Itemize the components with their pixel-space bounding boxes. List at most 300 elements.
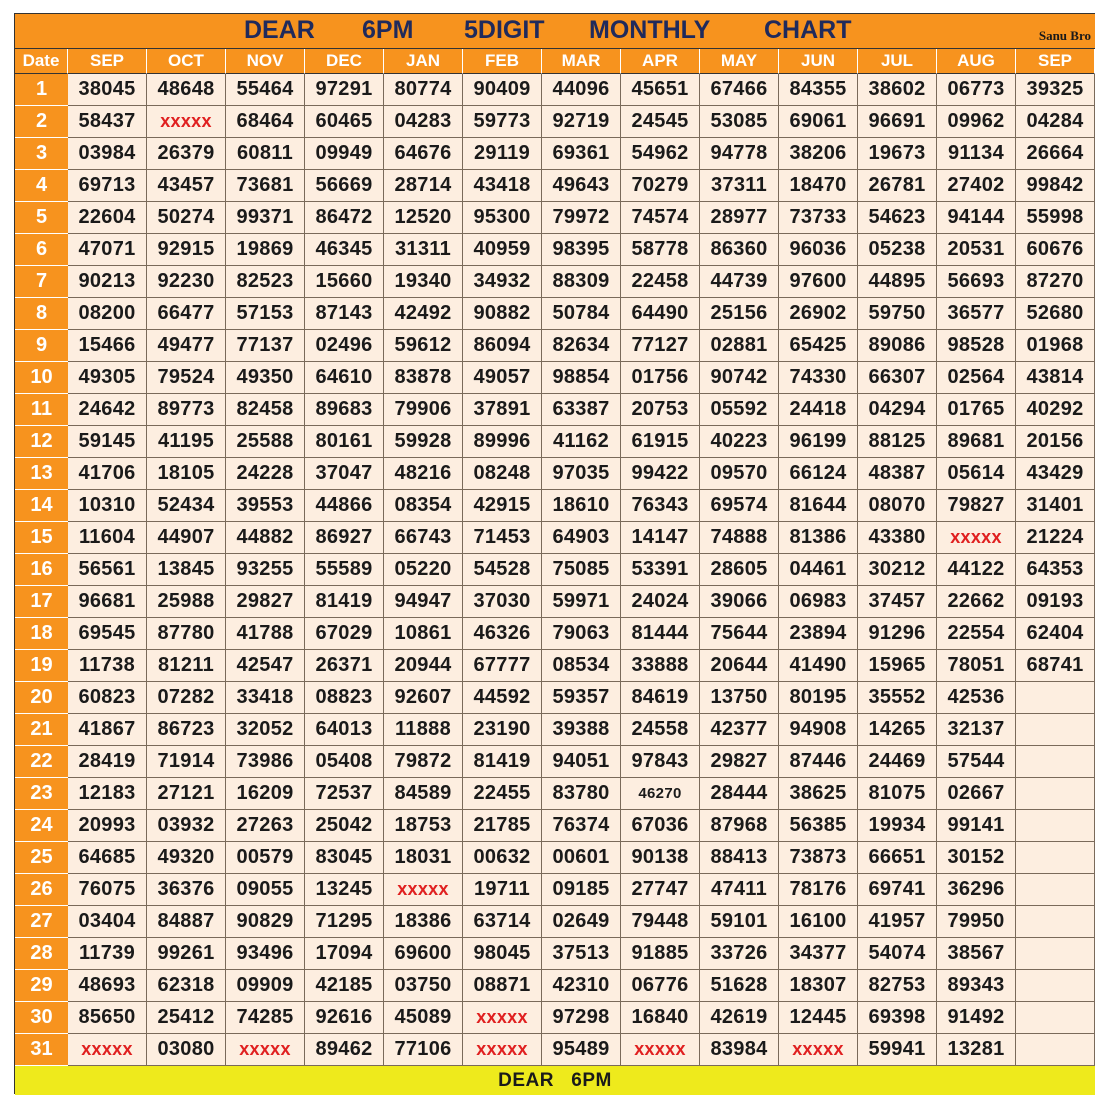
result-cell: 09909 (226, 970, 305, 1002)
result-cell: 86927 (305, 522, 384, 554)
result-cell: 62404 (1016, 618, 1095, 650)
result-cell: 33726 (700, 938, 779, 970)
date-cell: 18 (15, 618, 68, 650)
result-cell: 43457 (147, 170, 226, 202)
result-cell: 22455 (463, 778, 542, 810)
result-cell: 25156 (700, 298, 779, 330)
result-cell: 00601 (542, 842, 621, 874)
result-cell: 59773 (463, 106, 542, 138)
result-cell: 67036 (621, 810, 700, 842)
result-cell: 64676 (384, 138, 463, 170)
result-cell: 48387 (858, 458, 937, 490)
date-cell: 5 (15, 202, 68, 234)
result-cell: 41957 (858, 906, 937, 938)
result-cell: 53391 (621, 554, 700, 586)
result-cell: 25988 (147, 586, 226, 618)
result-cell: 39388 (542, 714, 621, 746)
result-cell: 94778 (700, 138, 779, 170)
result-cell: 29827 (700, 746, 779, 778)
result-cell: 39066 (700, 586, 779, 618)
date-cell: 21 (15, 714, 68, 746)
result-cell: 74574 (621, 202, 700, 234)
result-cell: 09962 (937, 106, 1016, 138)
result-cell (1016, 906, 1095, 938)
result-cell: 20753 (621, 394, 700, 426)
result-cell: 50784 (542, 298, 621, 330)
result-cell: 36296 (937, 874, 1016, 906)
result-cell: 97298 (542, 1002, 621, 1034)
result-cell: 76374 (542, 810, 621, 842)
result-cell: 96691 (858, 106, 937, 138)
result-cell: 11738 (68, 650, 147, 682)
result-cell: 95300 (463, 202, 542, 234)
missing-result-cell: xxxxx (226, 1034, 305, 1066)
result-cell: 42619 (700, 1002, 779, 1034)
result-cell: 87270 (1016, 266, 1095, 298)
result-cell: 68464 (226, 106, 305, 138)
result-cell: 49643 (542, 170, 621, 202)
result-cell: 02496 (305, 330, 384, 362)
result-cell: 82634 (542, 330, 621, 362)
column-header-month: JUN (779, 49, 858, 74)
result-cell: 29827 (226, 586, 305, 618)
result-cell: 87143 (305, 298, 384, 330)
result-cell: 09185 (542, 874, 621, 906)
result-cell: 69741 (858, 874, 937, 906)
result-cell: 58437 (68, 106, 147, 138)
result-cell: 34377 (779, 938, 858, 970)
result-cell: 19340 (384, 266, 463, 298)
result-cell: 20993 (68, 810, 147, 842)
result-cell: 52680 (1016, 298, 1095, 330)
result-cell: 69574 (700, 490, 779, 522)
date-cell: 20 (15, 682, 68, 714)
result-cell: 69398 (858, 1002, 937, 1034)
result-cell: 24558 (621, 714, 700, 746)
column-header-month: MAR (542, 49, 621, 74)
result-cell: 68741 (1016, 650, 1095, 682)
missing-result-cell: xxxxx (937, 522, 1016, 554)
result-cell: 89773 (147, 394, 226, 426)
result-cell: 06776 (621, 970, 700, 1002)
date-cell: 2 (15, 106, 68, 138)
result-cell: 60823 (68, 682, 147, 714)
result-cell: 43814 (1016, 362, 1095, 394)
result-cell: 73873 (779, 842, 858, 874)
result-cell: 91134 (937, 138, 1016, 170)
date-cell: 23 (15, 778, 68, 810)
result-cell: 59941 (858, 1034, 937, 1066)
missing-result-cell: xxxxx (463, 1002, 542, 1034)
result-cell: 35552 (858, 682, 937, 714)
result-cell: 24228 (226, 458, 305, 490)
result-cell: 29119 (463, 138, 542, 170)
result-cell: 90213 (68, 266, 147, 298)
result-cell: 90409 (463, 74, 542, 106)
result-cell: 26379 (147, 138, 226, 170)
result-cell: 86723 (147, 714, 226, 746)
result-cell: 51628 (700, 970, 779, 1002)
result-cell: 89462 (305, 1034, 384, 1066)
result-cell: 63714 (463, 906, 542, 938)
result-cell: 87446 (779, 746, 858, 778)
result-cell: 81444 (621, 618, 700, 650)
result-cell: 61915 (621, 426, 700, 458)
result-cell: 01968 (1016, 330, 1095, 362)
result-cell: 99422 (621, 458, 700, 490)
result-cell: 66743 (384, 522, 463, 554)
result-cell: 77127 (621, 330, 700, 362)
result-cell: 25412 (147, 1002, 226, 1034)
date-cell: 22 (15, 746, 68, 778)
result-cell: 74285 (226, 1002, 305, 1034)
result-cell: 28977 (700, 202, 779, 234)
date-cell: 15 (15, 522, 68, 554)
result-cell: 59145 (68, 426, 147, 458)
result-cell: 50274 (147, 202, 226, 234)
result-cell: 39325 (1016, 74, 1095, 106)
result-cell: 73986 (226, 746, 305, 778)
result-cell: 07282 (147, 682, 226, 714)
result-cell: 14147 (621, 522, 700, 554)
result-cell: 44907 (147, 522, 226, 554)
column-header-month: MAY (700, 49, 779, 74)
result-cell: 42185 (305, 970, 384, 1002)
result-cell: 54962 (621, 138, 700, 170)
result-cell: 67777 (463, 650, 542, 682)
missing-result-cell: xxxxx (147, 106, 226, 138)
result-cell: 99842 (1016, 170, 1095, 202)
result-cell: 30212 (858, 554, 937, 586)
date-cell: 25 (15, 842, 68, 874)
result-cell: 22554 (937, 618, 1016, 650)
result-cell (1016, 810, 1095, 842)
result-cell: 03404 (68, 906, 147, 938)
result-cell: 73733 (779, 202, 858, 234)
result-cell: 03750 (384, 970, 463, 1002)
result-cell: 44592 (463, 682, 542, 714)
result-cell: 79872 (384, 746, 463, 778)
result-cell: 71295 (305, 906, 384, 938)
result-cell: 49305 (68, 362, 147, 394)
result-cell: 38602 (858, 74, 937, 106)
result-cell: 03984 (68, 138, 147, 170)
result-cell: 88309 (542, 266, 621, 298)
missing-result-cell: xxxxx (779, 1034, 858, 1066)
result-cell: 42915 (463, 490, 542, 522)
title-word-6pm: 6PM (362, 16, 414, 44)
result-cell: 24024 (621, 586, 700, 618)
date-cell: 30 (15, 1002, 68, 1034)
result-cell: 72537 (305, 778, 384, 810)
result-cell: 40292 (1016, 394, 1095, 426)
result-cell: 90882 (463, 298, 542, 330)
result-cell: 09949 (305, 138, 384, 170)
result-cell: 08354 (384, 490, 463, 522)
result-cell: 80195 (779, 682, 858, 714)
result-cell: 10861 (384, 618, 463, 650)
result-cell: 69600 (384, 938, 463, 970)
result-cell: 90829 (226, 906, 305, 938)
result-cell: 11604 (68, 522, 147, 554)
date-cell: 7 (15, 266, 68, 298)
result-cell: 58778 (621, 234, 700, 266)
date-cell: 3 (15, 138, 68, 170)
column-header-month: FEB (463, 49, 542, 74)
result-cell: 44739 (700, 266, 779, 298)
result-cell: 66307 (858, 362, 937, 394)
result-cell: 04283 (384, 106, 463, 138)
result-cell: 20531 (937, 234, 1016, 266)
result-cell (1016, 874, 1095, 906)
result-cell: 15965 (858, 650, 937, 682)
result-cell: 38206 (779, 138, 858, 170)
result-cell: 99141 (937, 810, 1016, 842)
result-cell: 20944 (384, 650, 463, 682)
result-cell: 86360 (700, 234, 779, 266)
column-header-month: OCT (147, 49, 226, 74)
result-cell: 89996 (463, 426, 542, 458)
result-cell: 81386 (779, 522, 858, 554)
result-cell: 85650 (68, 1002, 147, 1034)
missing-result-cell: xxxxx (463, 1034, 542, 1066)
result-cell: 64490 (621, 298, 700, 330)
result-cell: 59971 (542, 586, 621, 618)
result-cell: 88413 (700, 842, 779, 874)
result-cell: 47071 (68, 234, 147, 266)
result-cell: 64685 (68, 842, 147, 874)
result-cell: 16840 (621, 1002, 700, 1034)
result-cell: 11888 (384, 714, 463, 746)
result-cell (1016, 938, 1095, 970)
result-cell: 04461 (779, 554, 858, 586)
column-header-month: NOV (226, 49, 305, 74)
result-cell: 99371 (226, 202, 305, 234)
result-cell: 08070 (858, 490, 937, 522)
result-cell: 80774 (384, 74, 463, 106)
result-cell: 92616 (305, 1002, 384, 1034)
result-cell: 31401 (1016, 490, 1095, 522)
result-cell: 05408 (305, 746, 384, 778)
result-cell: 09570 (700, 458, 779, 490)
result-cell: 56669 (305, 170, 384, 202)
result-cell: 38045 (68, 74, 147, 106)
result-cell: 60465 (305, 106, 384, 138)
title-word-chart: CHART (764, 16, 852, 44)
result-cell: 27121 (147, 778, 226, 810)
result-cell: 69361 (542, 138, 621, 170)
result-cell: 14265 (858, 714, 937, 746)
result-cell: 95489 (542, 1034, 621, 1066)
result-cell: 54528 (463, 554, 542, 586)
result-cell: 05614 (937, 458, 1016, 490)
result-cell: 26902 (779, 298, 858, 330)
result-cell: 79950 (937, 906, 1016, 938)
result-cell: 89681 (937, 426, 1016, 458)
result-cell: 02667 (937, 778, 1016, 810)
result-cell: 06983 (779, 586, 858, 618)
result-cell: 79906 (384, 394, 463, 426)
date-cell: 26 (15, 874, 68, 906)
result-cell: 26664 (1016, 138, 1095, 170)
result-cell: 05592 (700, 394, 779, 426)
result-cell: 75644 (700, 618, 779, 650)
result-cell: 69713 (68, 170, 147, 202)
result-cell: 94051 (542, 746, 621, 778)
result-cell: 49057 (463, 362, 542, 394)
result-cell: 45089 (384, 1002, 463, 1034)
result-cell: 91492 (937, 1002, 1016, 1034)
result-cell (1016, 970, 1095, 1002)
result-cell: 62318 (147, 970, 226, 1002)
result-cell: 88125 (858, 426, 937, 458)
result-cell: 64353 (1016, 554, 1095, 586)
result-cell: 09055 (226, 874, 305, 906)
result-cell: 28419 (68, 746, 147, 778)
result-cell: 74330 (779, 362, 858, 394)
result-cell: 98854 (542, 362, 621, 394)
result-cell: 77137 (226, 330, 305, 362)
result-cell (1016, 714, 1095, 746)
result-cell: 64610 (305, 362, 384, 394)
result-cell: 46345 (305, 234, 384, 266)
result-cell: 44882 (226, 522, 305, 554)
result-cell: 83878 (384, 362, 463, 394)
result-cell: 70279 (621, 170, 700, 202)
date-cell: 29 (15, 970, 68, 1002)
result-cell: 44866 (305, 490, 384, 522)
result-cell: 42310 (542, 970, 621, 1002)
result-cell: 18610 (542, 490, 621, 522)
result-cell: 24418 (779, 394, 858, 426)
result-cell: 19711 (463, 874, 542, 906)
result-cell: 94908 (779, 714, 858, 746)
result-cell (1016, 1034, 1095, 1066)
monthly-chart-table (14, 13, 1095, 1094)
result-cell: 97843 (621, 746, 700, 778)
result-cell: 20156 (1016, 426, 1095, 458)
result-cell: 55464 (226, 74, 305, 106)
result-cell: 15660 (305, 266, 384, 298)
result-cell: 84589 (384, 778, 463, 810)
column-header-month: JAN (384, 49, 463, 74)
result-cell: 66651 (858, 842, 937, 874)
result-cell: 79448 (621, 906, 700, 938)
result-cell: 92230 (147, 266, 226, 298)
result-cell: 49350 (226, 362, 305, 394)
result-cell: 90742 (700, 362, 779, 394)
result-cell: 06773 (937, 74, 1016, 106)
result-cell: 90138 (621, 842, 700, 874)
date-cell: 6 (15, 234, 68, 266)
result-cell: 01756 (621, 362, 700, 394)
result-cell: 37457 (858, 586, 937, 618)
result-cell: 80161 (305, 426, 384, 458)
result-cell: 36577 (937, 298, 1016, 330)
result-cell: 79827 (937, 490, 1016, 522)
result-cell: 53085 (700, 106, 779, 138)
result-cell: 41490 (779, 650, 858, 682)
result-cell: 66124 (779, 458, 858, 490)
result-cell: 17094 (305, 938, 384, 970)
result-cell: 65425 (779, 330, 858, 362)
result-cell: 08248 (463, 458, 542, 490)
result-cell: 21785 (463, 810, 542, 842)
brand-label: Sanu Bro (1038, 28, 1091, 43)
result-cell: 49320 (147, 842, 226, 874)
result-cell: 60811 (226, 138, 305, 170)
result-cell (1016, 682, 1095, 714)
date-cell: 9 (15, 330, 68, 362)
result-cell: 46326 (463, 618, 542, 650)
result-cell: 13845 (147, 554, 226, 586)
result-cell: 47411 (700, 874, 779, 906)
result-cell: 40959 (463, 234, 542, 266)
result-cell: 79972 (542, 202, 621, 234)
result-cell: 64903 (542, 522, 621, 554)
result-cell: 56561 (68, 554, 147, 586)
result-cell: 18753 (384, 810, 463, 842)
result-cell: 97600 (779, 266, 858, 298)
date-cell: 19 (15, 650, 68, 682)
result-cell: 10310 (68, 490, 147, 522)
result-cell: 19934 (858, 810, 937, 842)
result-cell: 49477 (147, 330, 226, 362)
result-cell: 27263 (226, 810, 305, 842)
result-cell: 03080 (147, 1034, 226, 1066)
result-cell: 97035 (542, 458, 621, 490)
result-cell: 82753 (858, 970, 937, 1002)
result-cell: 91885 (621, 938, 700, 970)
result-cell: 12445 (779, 1002, 858, 1034)
date-cell: 1 (15, 74, 68, 106)
result-cell: 76075 (68, 874, 147, 906)
result-cell: 37891 (463, 394, 542, 426)
result-cell: 41195 (147, 426, 226, 458)
result-cell: 27747 (621, 874, 700, 906)
result-cell: 57153 (226, 298, 305, 330)
result-cell: 08534 (542, 650, 621, 682)
result-cell: 08823 (305, 682, 384, 714)
result-cell: 59928 (384, 426, 463, 458)
result-cell: 01765 (937, 394, 1016, 426)
result-cell: 59101 (700, 906, 779, 938)
result-cell: 84355 (779, 74, 858, 106)
result-cell: 02564 (937, 362, 1016, 394)
result-cell: 46270 (621, 778, 700, 810)
result-cell: 75085 (542, 554, 621, 586)
result-cell: 18470 (779, 170, 858, 202)
result-cell: 67029 (305, 618, 384, 650)
result-cell: 25042 (305, 810, 384, 842)
result-cell: 37513 (542, 938, 621, 970)
result-cell: 89086 (858, 330, 937, 362)
result-cell: 39553 (226, 490, 305, 522)
result-cell: 19673 (858, 138, 937, 170)
result-cell: 67466 (700, 74, 779, 106)
result-cell: 94947 (384, 586, 463, 618)
result-cell: 56693 (937, 266, 1016, 298)
result-cell: 52434 (147, 490, 226, 522)
result-cell: 64013 (305, 714, 384, 746)
result-cell: 28605 (700, 554, 779, 586)
result-cell: 16209 (226, 778, 305, 810)
result-cell: 44895 (858, 266, 937, 298)
title-word-5digit: 5DIGIT (464, 16, 545, 44)
date-cell: 4 (15, 170, 68, 202)
result-cell: 83984 (700, 1034, 779, 1066)
result-cell: 59750 (858, 298, 937, 330)
